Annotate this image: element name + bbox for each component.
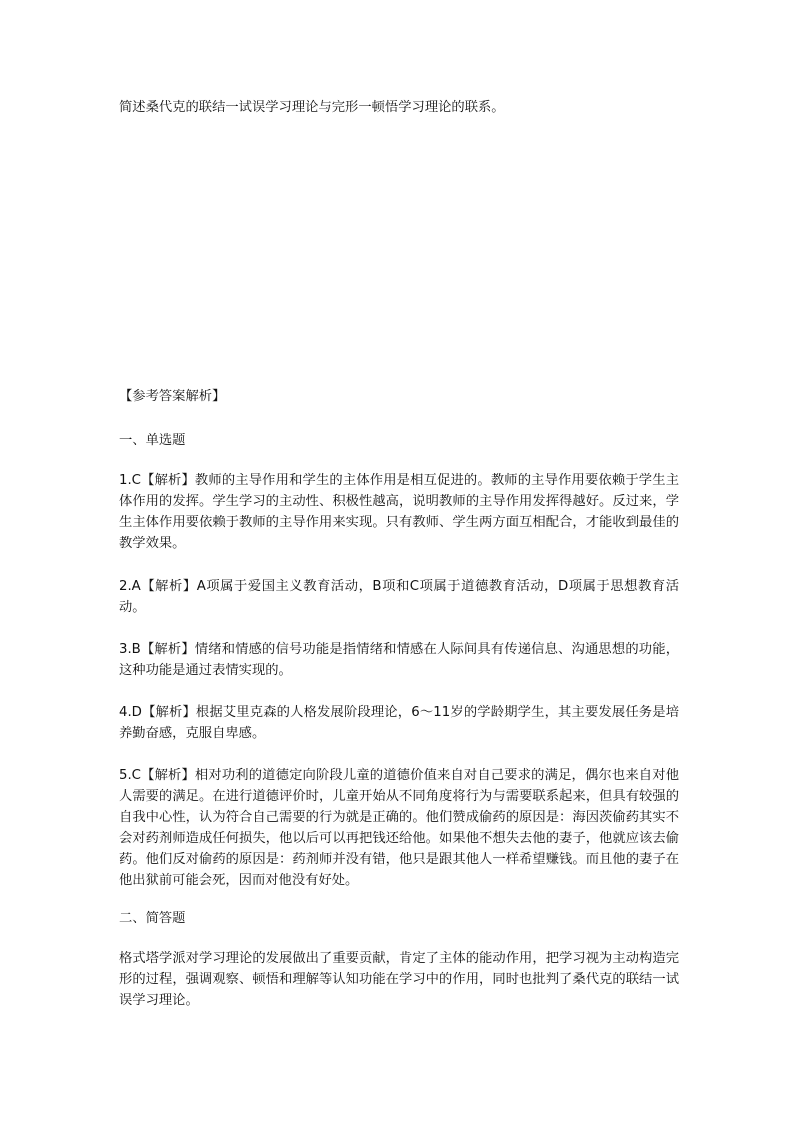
answer-item-4: 4.D【解析】根据艾里克森的人格发展阶段理论，6～11岁的学龄期学生，其主要发展任务是培养勤奋感，克服自卑感。 bbox=[119, 705, 679, 741]
short-answer-text: 格式塔学派对学习理论的发展做出了重要贡献，肯定了主体的能动作用，把学习视为主动构造完形的过程，强调观察、顿悟和理解等认知功能在学习中的作用，同时也批判了桑代克的联结一试误学习理论。 bbox=[119, 951, 679, 1008]
answer-item-3: 3.B【解析】情绪和情感的信号功能是指情绪和情感在人际间具有传递信息、沟通思想的功能，这种功能是通过表情实现的。 bbox=[119, 642, 679, 678]
answer-item-1: 1.C【解析】教师的主导作用和学生的主体作用是相互促进的。教师的主导作用要依赖于学生主体作用的发挥。学生学习的主动性、积极性越高，说明教师的主导作用发挥得越好。反过来，学生主体作用要依赖于教师的主导作用来实现。只有教师、学生两方面互相配合，才能收到最佳的教学效果。 bbox=[119, 473, 679, 551]
answer-item-5: 5.C【解析】相对功利的道德定向阶段儿童的道德价值来自对自己要求的满足，偶尔也来自对他人需要的满足。在进行道德评价时，儿童开始从不同角度将行为与需要联系起来，但具有较强的自我中心性，认为符合自己需要的行为就是正确的。他们赞成偷药的原因是：海因茨偷药其实不会对药剂师造成任何损失，他以后可以再把钱还给他。如果他不想失去他的妻子，他就应该去偷药。他们反对偷药的原因是：药剂师并没有错，他只是跟其他人一样希望赚钱。而且他的妻子在他出狱前可能会死，因而对他没有好处。 bbox=[119, 768, 679, 888]
section-title-short-answer: 二、简答题 bbox=[119, 911, 186, 926]
answer-heading: 【参考答案解析】 bbox=[119, 389, 226, 404]
answer-item-2: 2.A【解析】A项属于爱国主义教育活动，B项和C项属于道德教育活动，D项属于思想教育活动。 bbox=[119, 579, 679, 615]
question-text: 简述桑代克的联结一试误学习理论与完形一顿悟学习理论的联系。 bbox=[119, 100, 505, 115]
section-title-single-choice: 一、单选题 bbox=[119, 433, 186, 448]
